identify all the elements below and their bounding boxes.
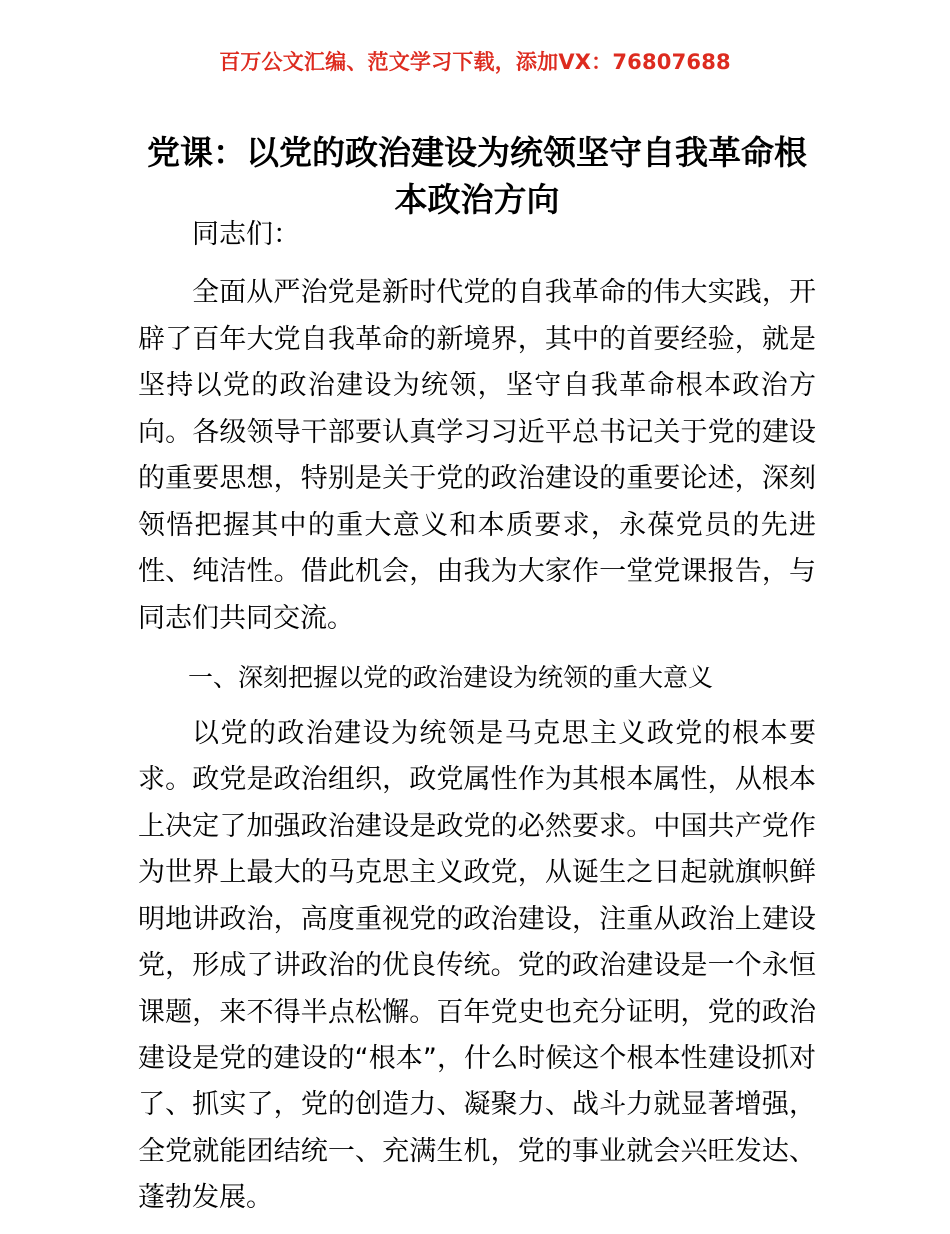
promo-header-banner — [0, 48, 950, 76]
intro-paragraph: 全面从严治党是新时代党的自我革命的伟大实践，开辟了百年大党自我革命的新境界，其中的首要经验，就是坚持以党的政治建设为统领，坚守自我革命根本政治方向。各级领导干部要认真学习习近平总书记关于党的建设的重要思想，特别是关于党的政治建设的重要论述，深刻领悟把握其中的重大意义和本质要求，永葆党员的先进性、纯洁性。借此机会，由我为大家作一堂党课报告，与同志们共同交流。 — [138, 277, 816, 634]
section-heading-1: 一、深刻把握以党的政治建设为统领的重大意义 — [188, 662, 714, 692]
page-title: 党课：以党的政治建设为统领坚守自我革命根本政治方向 — [147, 133, 807, 219]
salutation-line: 同志们： — [192, 219, 300, 250]
promo-header-text: 百万公文汇编、范文学习下载，添加VX：76807688 — [219, 50, 731, 74]
document-body — [138, 212, 816, 1234]
section-1-paragraph-1: 以党的政治建设为统领是马克思主义政党的根本要求。政党是政治组织，政党属性作为其根本属性，从根本上决定了加强政治建设是政党的必然要求。中国共产党作为世界上最大的马克思主义政党，从诞生之日起就旗帜鲜明地讲政治，高度重视党的政治建设，注重从政治上建设党，形成了讲政治的优良传统。党的政治建设是一个永恒课题，来不得半点松懈。百年党史也充分证明，党的政治建设是党的建设的“根本”，什么时候这个根本性建设抓对了、抓实了，党的创造力、凝聚力、战斗力就显著增强，全党就能团结统一、充满生机，党的事业就会兴旺发达、蓬勃发展。 — [138, 717, 816, 1214]
